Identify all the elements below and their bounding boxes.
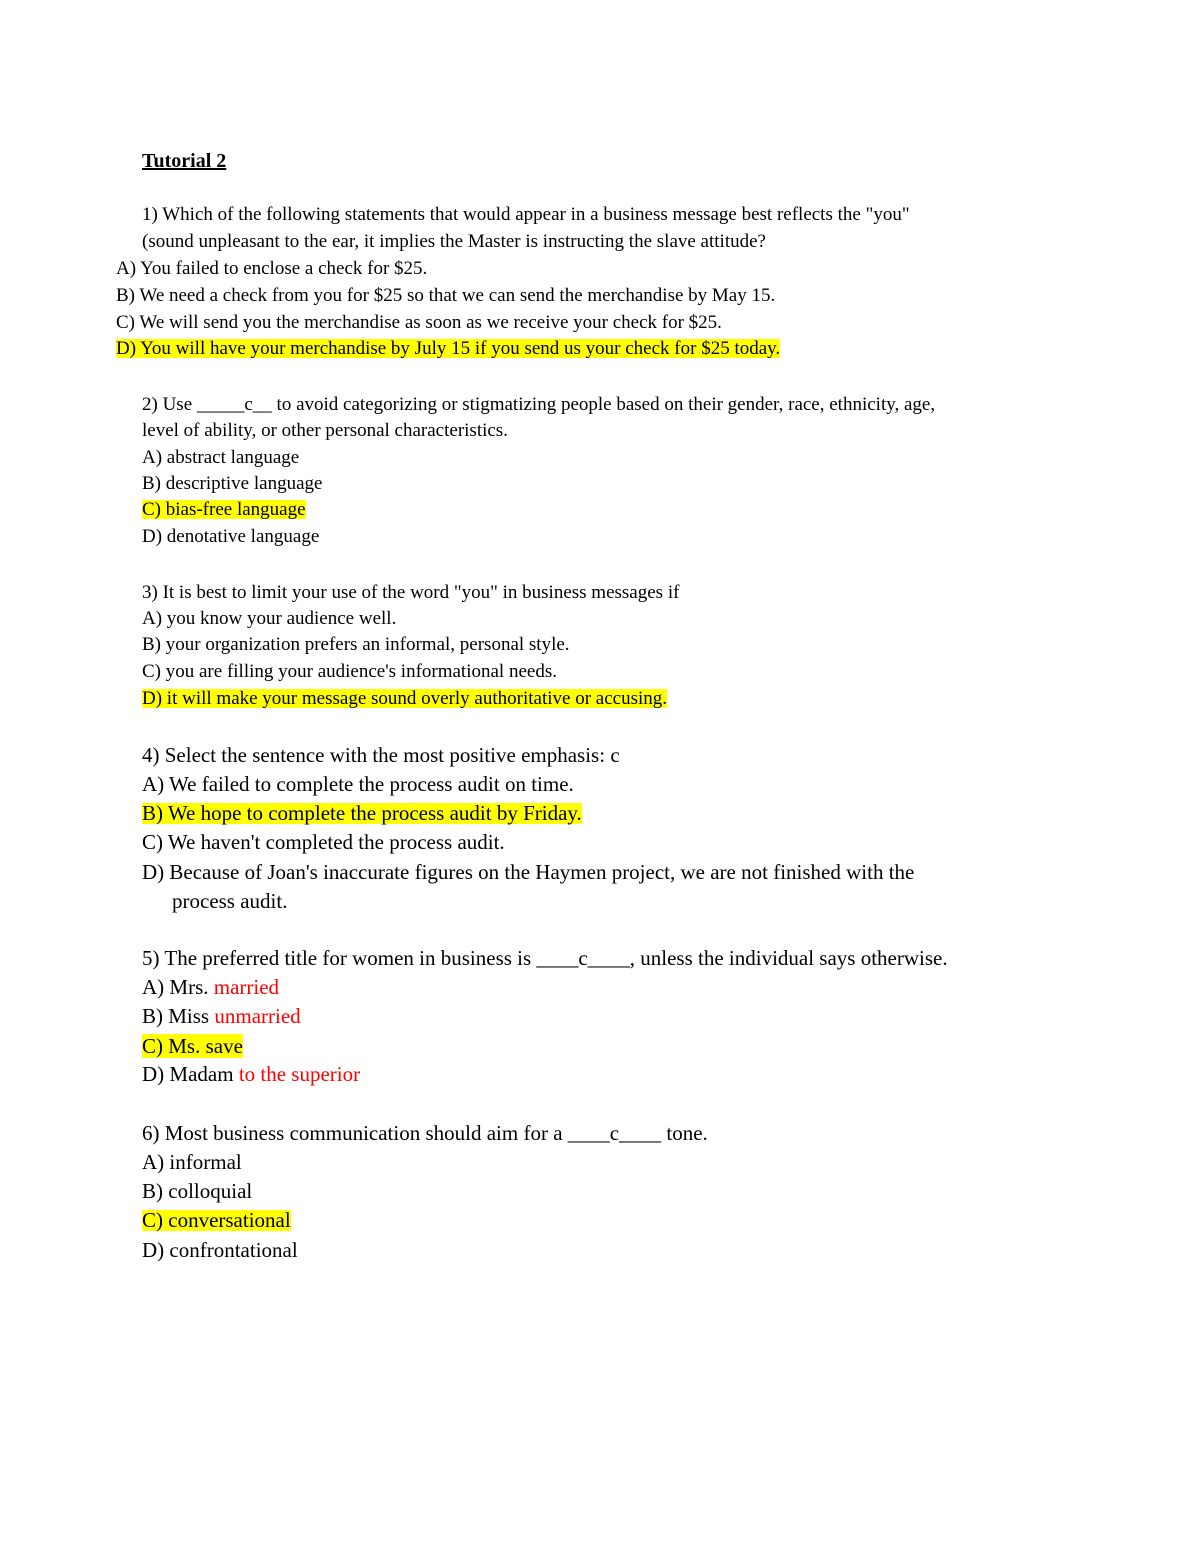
q5-option-b	[142, 1006, 301, 1027]
q6-option-d: D) confrontational	[142, 1238, 298, 1262]
q1-stem-line2: (sound unpleasant to the ear, it implies the Master is instructing the slave attitude?	[142, 231, 766, 252]
q4-option-a: A) We failed to complete the process audit on time.	[142, 772, 574, 796]
q3-option-d-answer: D) it will make your message sound overly authoritative or accusing.	[142, 688, 668, 709]
q5-option-d-note: to the superior	[238, 1062, 361, 1086]
q5-option-a	[142, 977, 279, 998]
q1-option-d-answer: D) You will have your merchandise by July 15 if you send us your check for $25 today.	[116, 338, 781, 359]
q4-option-d-continued: process audit.	[172, 889, 288, 913]
q5-option-a-label: A) Mrs.	[142, 975, 214, 999]
q4-option-c: C) We haven't completed the process audit.	[142, 830, 505, 854]
q2-option-b: B) descriptive language	[142, 473, 323, 494]
q2-option-c-answer: C) bias-free language	[142, 499, 306, 520]
q1-option-c: C) We will send you the merchandise as soon as we receive your check for $25.	[116, 312, 722, 333]
q1-option-a: A) You failed to enclose a check for $25.	[116, 258, 428, 279]
q5-option-d-label: D) Madam	[142, 1062, 239, 1086]
q5-option-a-note: married	[213, 975, 280, 999]
q2-stem-line2: level of ability, or other personal characteristics.	[142, 420, 508, 441]
q3-option-c: C) you are filling your audience's informational needs.	[142, 661, 557, 682]
document-title: Tutorial 2	[142, 150, 227, 172]
q6-option-c-answer: C) conversational	[142, 1208, 291, 1232]
q2-stem-line1: 2) Use _____c__ to avoid categorizing or stigmatizing people based on their gender, race, ethnicity, age,	[142, 394, 936, 415]
q6-stem: 6) Most business communication should aim for a ____c____ tone.	[142, 1121, 708, 1145]
q5-option-b-note: unmarried	[214, 1004, 301, 1028]
q1-stem-line1: 1) Which of the following statements that would appear in a business message best reflects the "you"	[142, 204, 910, 225]
q4-stem: 4) Select the sentence with the most positive emphasis: c	[142, 743, 620, 767]
q6-option-a: A) informal	[142, 1150, 242, 1174]
q3-option-b: B) your organization prefers an informal, personal style.	[142, 634, 570, 655]
q4-option-d: D) Because of Joan's inaccurate figures on the Haymen project, we are not finished with the	[142, 860, 915, 884]
q2-option-d: D) denotative language	[142, 526, 320, 547]
q5-option-c	[142, 1036, 243, 1057]
q1-option-b: B) We need a check from you for $25 so that we can send the merchandise by May 15.	[116, 285, 776, 306]
q6-option-b: B) colloquial	[142, 1179, 253, 1203]
q5-stem: 5) The preferred title for women in business is ____c____, unless the individual says otherwise.	[142, 946, 948, 970]
q5-option-b-label: B) Miss	[142, 1004, 215, 1028]
q4-option-b-answer: B) We hope to complete the process audit by Friday.	[142, 801, 582, 825]
q5-option-d	[142, 1064, 360, 1085]
q3-stem: 3) It is best to limit your use of the word "you" in business messages if	[142, 582, 680, 603]
q2-option-a: A) abstract language	[142, 447, 300, 468]
q5-option-c-answer: C) Ms. save	[142, 1034, 243, 1058]
q3-option-a: A) you know your audience well.	[142, 608, 397, 629]
